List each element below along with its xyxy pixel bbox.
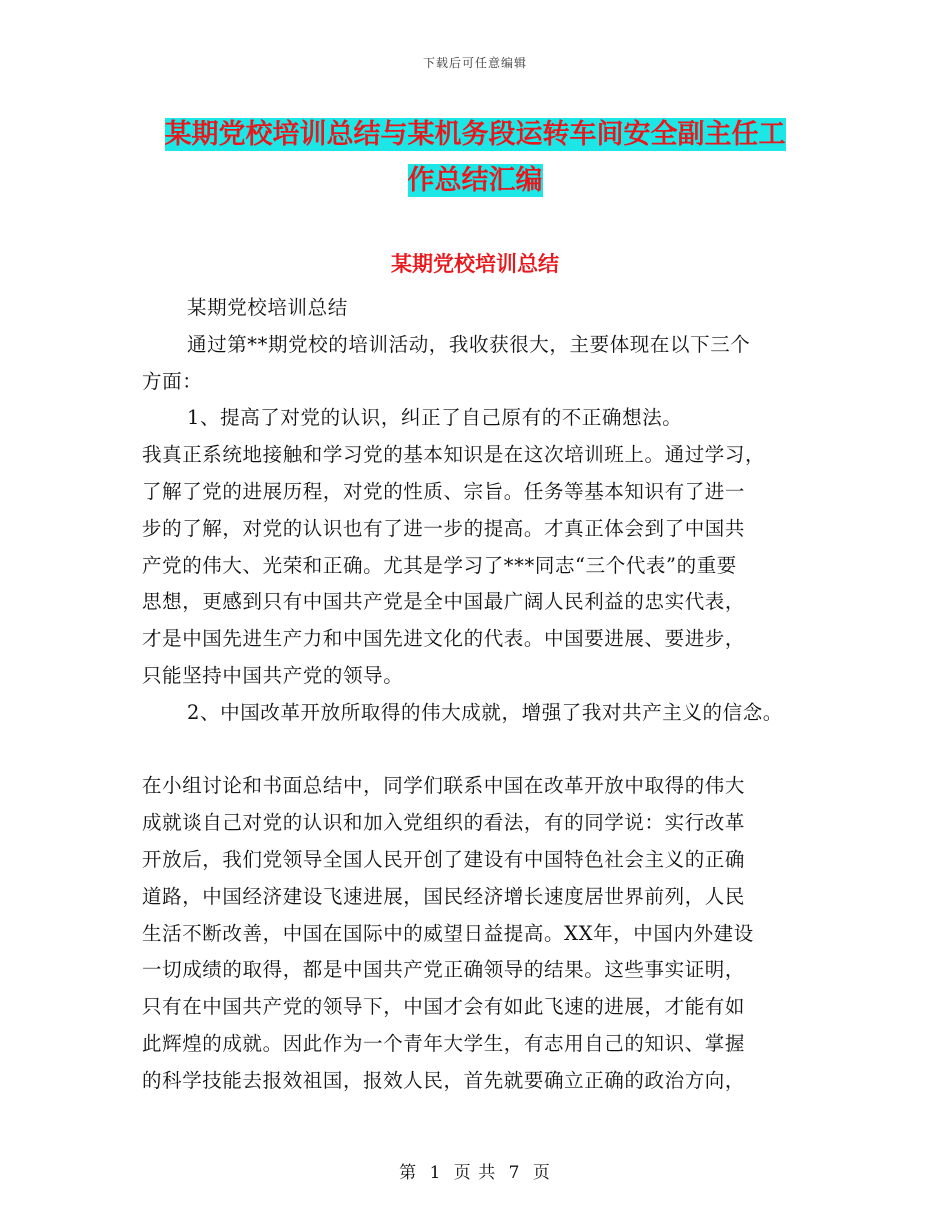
paragraph-gap <box>142 732 832 769</box>
paragraph-line: 了解了党的进展历程，对党的性质、宗旨。任务等基本知识有了进一 <box>142 479 746 503</box>
title-line-1-text: 某期党校培训总结与某机务段运转车间安全副主任工 <box>164 119 786 150</box>
paragraph-line: 步的了解，对党的认识也有了进一步的提高。才真正体会到了中国共 <box>142 516 746 540</box>
section-title: 某期党校培训总结 <box>391 251 559 276</box>
paragraph-line: 道路，中国经济建设飞速进展，国民经济增长速度居世界前列，人民 <box>142 884 746 908</box>
paragraph-line: 思想，更感到只有中国共产党是全中国最广阔人民利益的忠实代表， <box>142 590 746 614</box>
paragraph-line: 只有在中国共产党的领导下，中国才会有如此飞速的进展，才能有如 <box>142 995 746 1019</box>
footer-mid: 页 共 <box>453 1163 497 1183</box>
paragraph-line: 生活不断改善，中国在国际中的威望日益提高。XX年，中国内外建设 <box>142 921 754 945</box>
document-title-line-2 <box>0 158 950 204</box>
footer-prefix: 第 <box>399 1163 418 1183</box>
paragraph-line: 只能坚持中国共产党的领导。 <box>142 663 404 687</box>
title-line-2-text: 作总结汇编 <box>407 165 543 196</box>
header-note: 下载后可任意编辑 <box>422 56 527 70</box>
paragraph-line: 此辉煌的成就。因此作为一个青年大学生，有志用自己的知识、掌握 <box>142 1031 746 1055</box>
paragraph-line: 才是中国先进生产力和中国先进文化的代表。中国要进展、要进步， <box>142 627 746 651</box>
paragraph-line: 通过第**期党校的培训活动，我收获很大，主要体现在以下三个 <box>187 332 751 356</box>
current-page-number: 1 <box>429 1163 442 1183</box>
paragraph-line: 成就谈自己对党的认识和加入党组织的看法，有的同学说：实行改革 <box>142 811 746 835</box>
paragraph-heading: 某期党校培训总结 <box>187 296 348 319</box>
document-title <box>0 112 950 204</box>
paragraph-line: 一切成绩的取得，都是中国共产党正确领导的结果。这些事实证明， <box>142 958 746 982</box>
document-title-line-1 <box>0 112 950 158</box>
footer-suffix: 页 <box>532 1163 551 1183</box>
page-footer <box>0 1158 950 1183</box>
paragraph-line: 的科学技能去报效祖国，报效人民，首先就要确立正确的政治方向， <box>142 1068 746 1092</box>
paragraph-line: 开放后，我们党领导全国人民开创了建设有中国特色社会主义的正确 <box>142 847 746 871</box>
point-two-heading: 2、中国改革开放所取得的伟大成就，增强了我对共产主义的信念。 <box>187 700 783 724</box>
paragraph-line: 我真正系统地接触和学习党的基本知识是在这次培训班上。通过学习， <box>142 443 766 467</box>
paragraph-line: 在小组讨论和书面总结中，同学们联系中国在改革开放中取得的伟大 <box>142 774 746 798</box>
paragraph-line: 方面： <box>142 369 203 393</box>
total-page-count: 7 <box>508 1163 521 1183</box>
paragraph-line: 产党的伟大、光荣和正确。尤其是学习了***同志“三个代表”的重要 <box>142 553 737 577</box>
point-one-heading: 1、提高了对党的认识，纠正了自己原有的不正确想法。 <box>187 406 683 430</box>
body-text <box>142 290 832 1100</box>
